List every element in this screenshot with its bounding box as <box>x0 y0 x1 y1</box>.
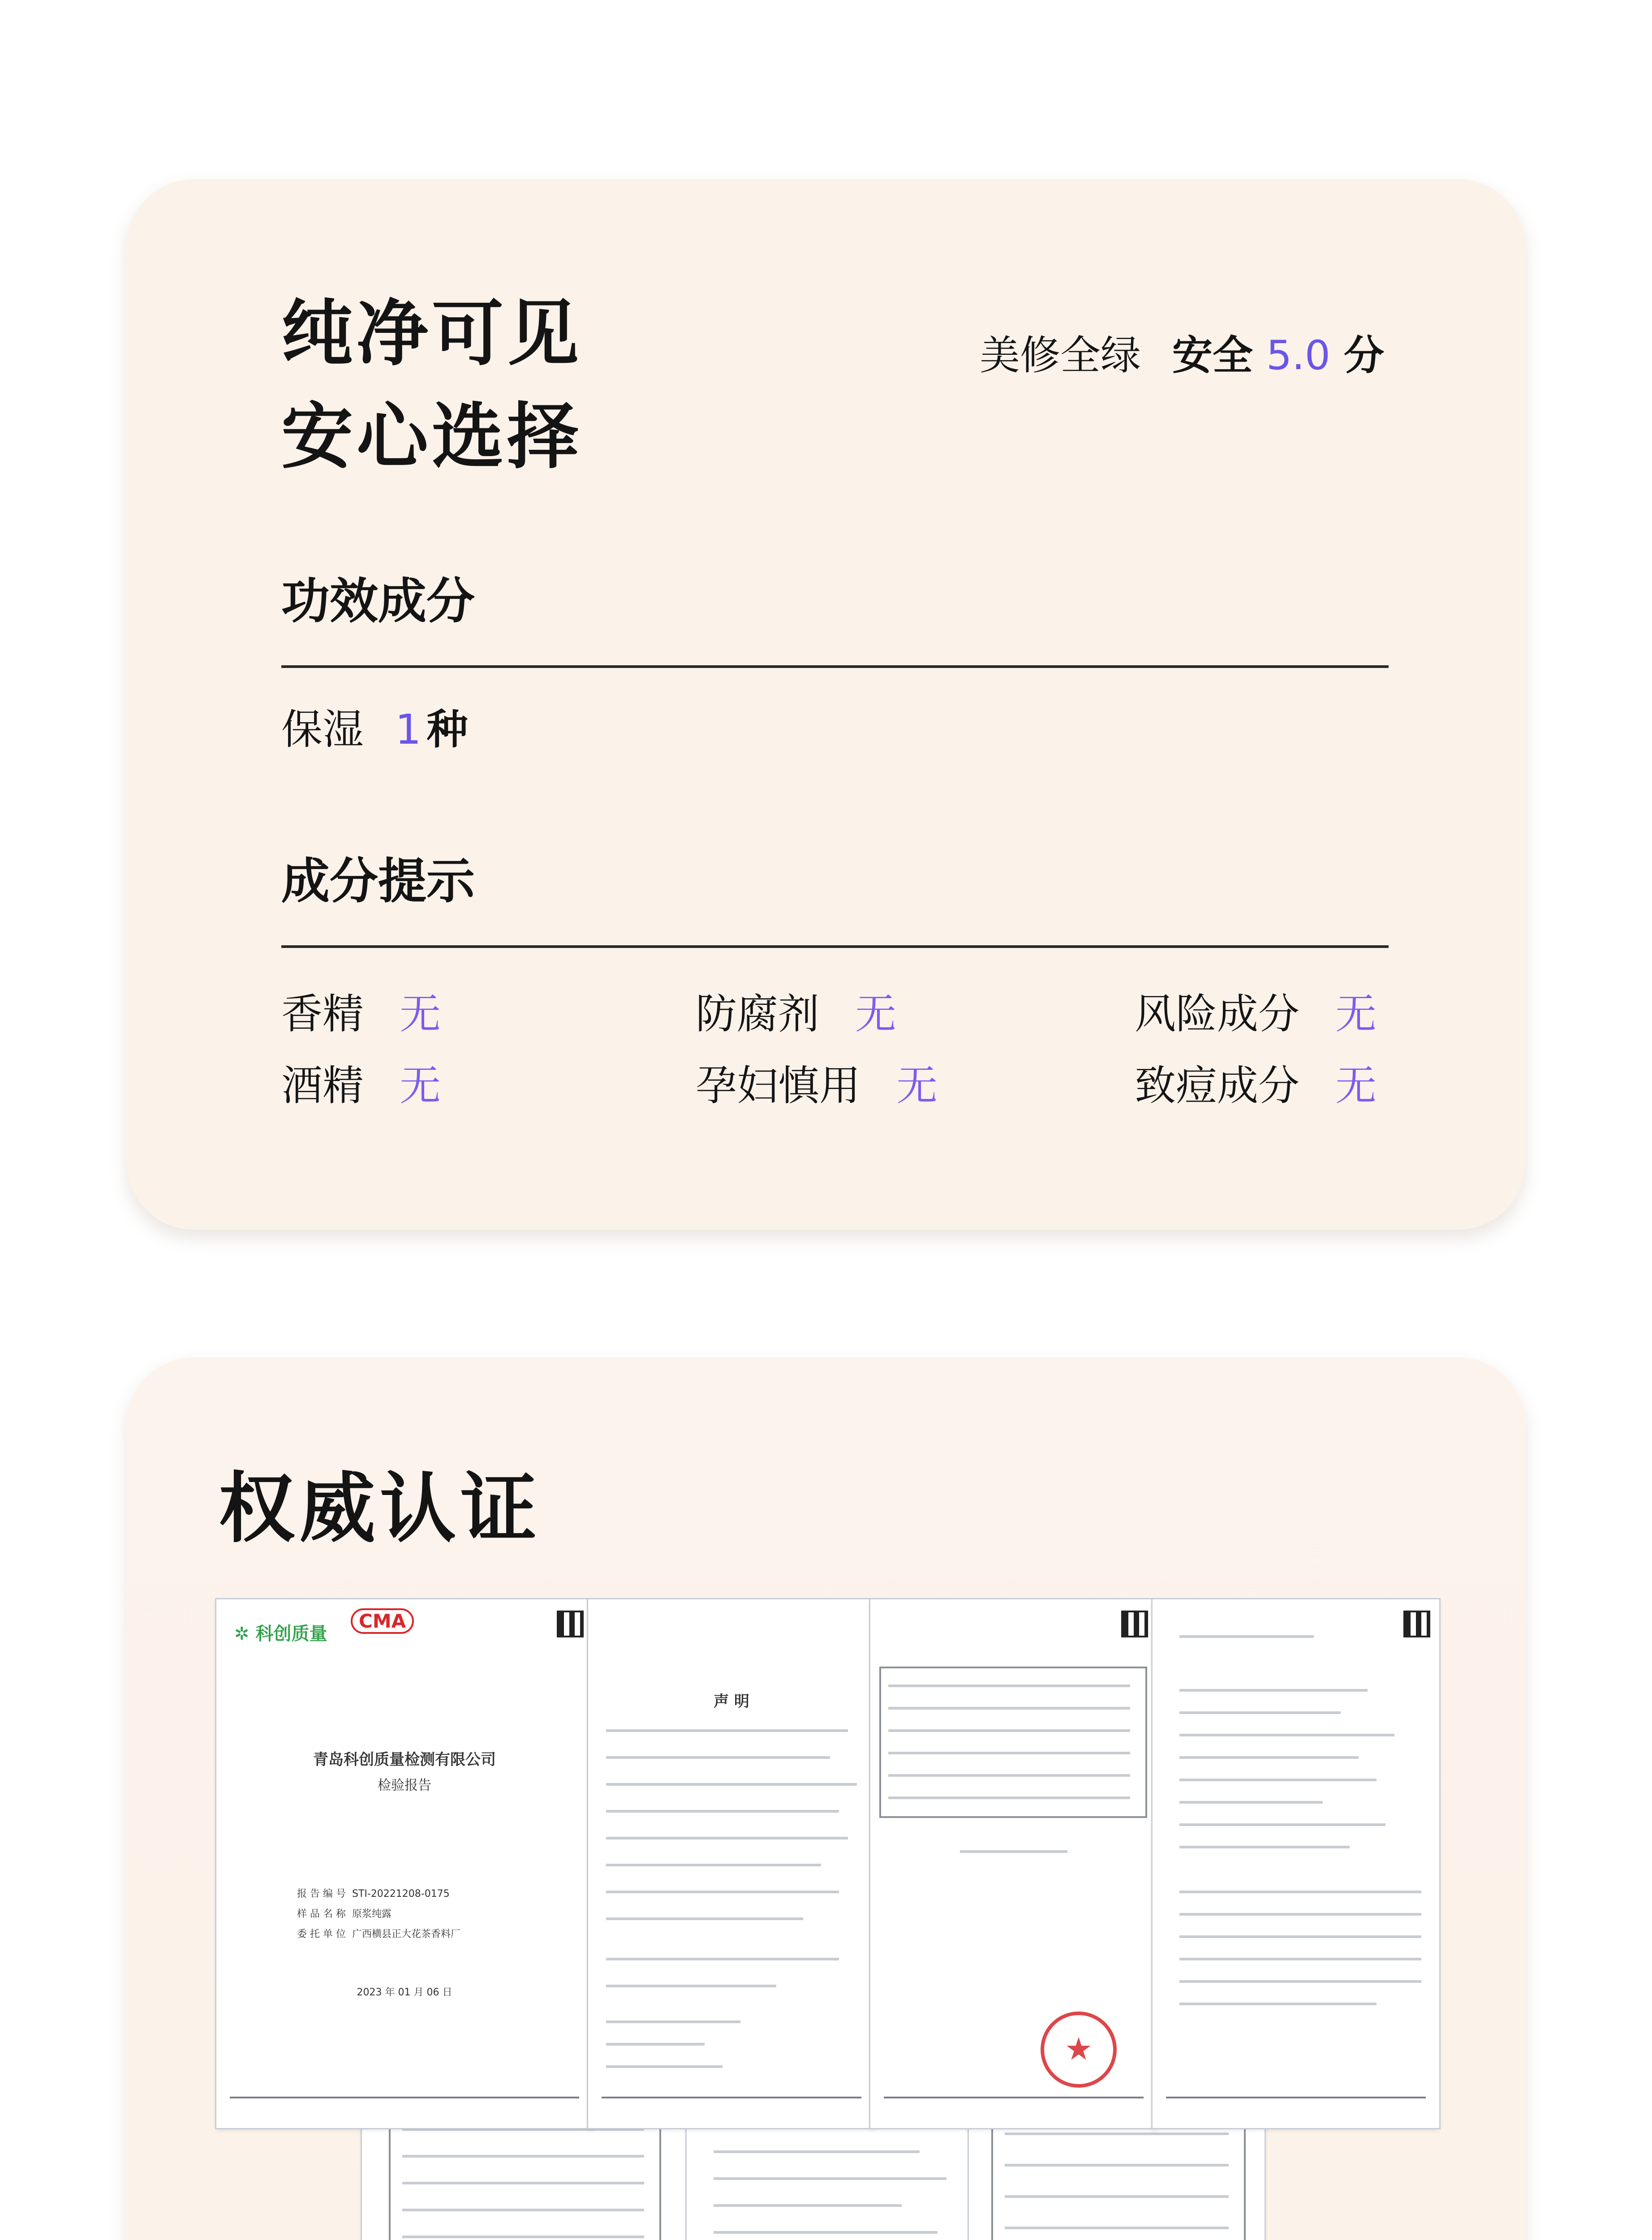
hint-value: 无 <box>400 990 441 1038</box>
qr-code-icon <box>557 1611 584 1637</box>
efficacy-count: 1 <box>395 706 422 754</box>
safety-unit: 分 <box>1344 332 1384 379</box>
hint-label: 香精 <box>281 990 364 1038</box>
report-info-page[interactable] <box>870 1599 1157 2128</box>
report-cover-page[interactable] <box>216 1599 593 2128</box>
efficacy-divider <box>281 665 1389 668</box>
hint-preservative <box>696 981 896 1040</box>
hint-risk <box>1135 981 1377 1040</box>
hint-pregnancy <box>696 1053 938 1112</box>
statement-title: 声 明 <box>714 1693 749 1710</box>
logo-text: 科创质量 <box>255 1624 327 1644</box>
efficacy-unit: 种 <box>426 706 468 754</box>
hint-label: 致痘成分 <box>1135 1062 1300 1110</box>
hint-acne <box>1135 1053 1377 1112</box>
efficacy-title: 功效成分 <box>281 573 475 629</box>
report-statement-page[interactable] <box>588 1599 875 2128</box>
report-sample-page[interactable] <box>1153 1599 1439 2128</box>
safety-score: 5.0 <box>1266 332 1330 379</box>
brand-name: 美修全绿 <box>979 332 1141 379</box>
ingredient-hints-title: 成分提示 <box>281 853 475 909</box>
report-field: 样 品 名 称 原浆纯露 <box>297 1908 391 1920</box>
report-title: 检验报告 <box>378 1778 431 1793</box>
hint-value: 无 <box>1335 990 1377 1038</box>
seal-stamp <box>1041 2012 1117 2088</box>
headline <box>281 282 582 488</box>
hint-value: 无 <box>896 1062 938 1110</box>
hint-alcohol <box>281 1053 441 1112</box>
certification-card <box>127 1357 1525 2240</box>
headline-line-1: 纯净可见 <box>281 292 583 375</box>
safety-rating <box>980 323 1384 381</box>
report-field: 委 托 单 位 广西横县正大花茶香料厂 <box>297 1929 460 1940</box>
kechuang-logo-icon: ✲ 科创质量 <box>234 1624 327 1644</box>
hints-divider <box>281 945 1389 948</box>
report-company: 青岛科创质量检测有限公司 <box>313 1751 496 1769</box>
headline-line-2: 安心选择 <box>281 395 583 478</box>
efficacy-label: 保湿 <box>281 706 364 754</box>
hint-label: 防腐剂 <box>696 990 820 1038</box>
hint-value: 无 <box>1335 1062 1377 1110</box>
ingredient-summary-card <box>127 179 1525 1230</box>
report-date: 2023 年 01 月 06 日 <box>357 1987 452 1998</box>
hint-label: 风险成分 <box>1135 990 1300 1038</box>
efficacy-item <box>281 697 468 756</box>
hint-value: 无 <box>855 990 897 1038</box>
qr-code-icon <box>1403 1611 1430 1637</box>
cma-mark-icon: CMA <box>351 1608 414 1634</box>
report-field: 报 告 编 号 STI-20221208-0175 <box>297 1888 450 1900</box>
safety-label: 安全 <box>1172 332 1253 379</box>
hint-label: 酒精 <box>281 1062 364 1110</box>
qr-code-icon <box>1121 1611 1148 1637</box>
hint-fragrance <box>281 981 441 1040</box>
certification-title: 权威认证 <box>219 1465 542 1553</box>
hint-label: 孕妇慎用 <box>696 1062 861 1110</box>
hint-value: 无 <box>400 1062 441 1110</box>
